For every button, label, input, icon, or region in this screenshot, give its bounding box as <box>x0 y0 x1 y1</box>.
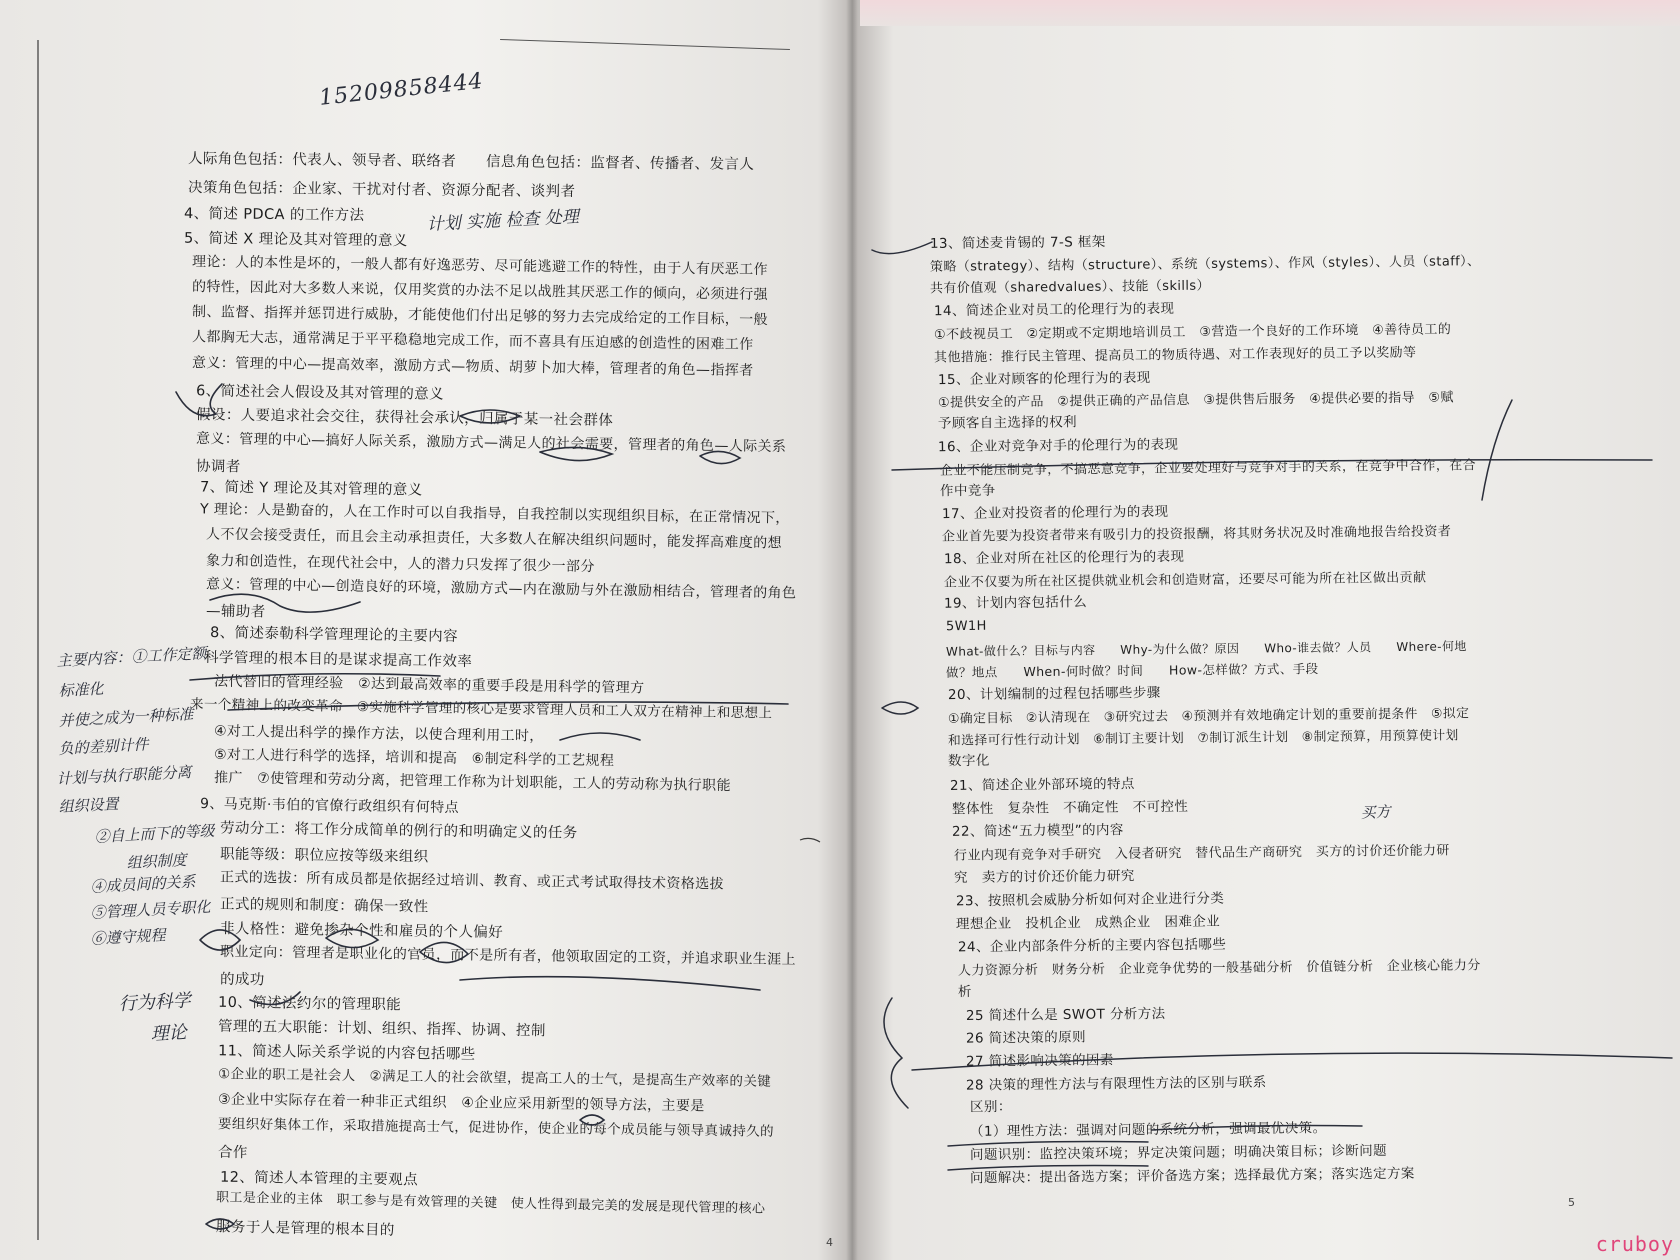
section-heading: 8、简述泰勒科学管理理论的主要内容 <box>209 625 459 645</box>
handwritten-note: 计划与执行职能分离 <box>56 762 192 788</box>
text-line: 管理的五大职能：计划、组织、指挥、协调、控制 <box>217 1018 546 1040</box>
text-line: 行业内现有竞争对手研究 入侵者研究 替代品生产商研究 买方的讨价还价能力研 <box>953 843 1450 864</box>
text-line: 和选择可行性行动计划 ⑥制订主要计划 ⑦制订派生计划 ⑧制定预算，用预算使计划 <box>947 728 1459 749</box>
text-line: 正式的选拔：所有成员都是依据经过培训、教育、或正式考试取得技术资格选拔 <box>219 869 725 893</box>
handwritten-note: 组织设置 <box>58 794 119 816</box>
text-line: 职业定向：管理者是职业化的官员，而不是所有者，他领取固定的工资，并追求职业生涯上 <box>219 943 797 969</box>
section-heading: 12、简述人本管理的主要观点 <box>219 1169 419 1189</box>
text-line: 企业首先要为投资者带来有吸引力的投资报酬，将其财务状况及时准确地报告给投资者 <box>941 524 1452 545</box>
text-line: ④对工人提出科学的操作方法，以使合理利用工时， <box>213 723 544 745</box>
watermark: cruboy <box>1595 1232 1674 1256</box>
handwritten-note: ⑤管理人员专职化 <box>90 897 211 922</box>
text-line: 问题识别：监控决策环境；界定决策问题；明确决策目标；诊断问题 <box>969 1142 1388 1164</box>
section-heading: 6、简述社会人假设及其对管理的意义 <box>195 383 445 403</box>
text-line: 理想企业 投机企业 成熟企业 困难企业 <box>955 913 1221 933</box>
section-heading: 20、计划编制的过程包括哪些步骤 <box>947 684 1161 704</box>
text-line: 人际角色包括：代表人、领导者、联络者 信息角色包括：监督者、传播者、发言人 <box>187 151 755 173</box>
section-heading: 7、简述 Y 理论及其对管理的意义 <box>199 479 423 499</box>
text-line: 非人格性：避免掺杂个性和雇员的个人偏好 <box>219 921 504 941</box>
text-line: 科学管理的根本目的是谋求提高工作效率 <box>203 649 473 671</box>
text-line: 策略（strategy）、结构（structure）、系统（systems）、作风（styles）、人员（staff）、 <box>929 254 1481 275</box>
text-line: —辅助者 <box>205 603 266 621</box>
section-heading: 24、企业内部条件分析的主要内容包括哪些 <box>957 936 1227 956</box>
text-line: ⑤对工人进行科学的选择，培训和提高 ⑥制定科学的工艺规程 <box>213 746 615 770</box>
text-line: ①企业的职工是社会人 ②满足工人的社会欲望，提高工人的士气，是提高生产效率的关键 <box>217 1066 772 1090</box>
section-heading: 11、简述人际关系学说的内容包括哪些 <box>217 1043 476 1063</box>
right-page <box>852 0 1680 1260</box>
text-line: ①不歧视员工 ②定期或不定期地培训员工 ③营造一个良好的工作环境 ④善待员工的 <box>933 322 1452 343</box>
handwritten-note: 主要内容：①工作定额 <box>56 644 207 670</box>
text-line: 职工是企业的主体 职工参与是有效管理的关键 使人性得到最完美的发展是现代管理的核心 <box>215 1190 766 1217</box>
section-heading: 25 简述什么是 SWOT 分析方法 <box>965 1005 1166 1025</box>
text-line: 人力资源分析 财务分析 企业竞争优势的一般基础分析 价值链分析 企业核心能力分 <box>957 958 1481 979</box>
section-heading: 27 简述影响决策的因素 <box>965 1052 1114 1070</box>
section-heading: 19、计划内容包括什么 <box>943 594 1088 612</box>
text-line: 其他措施：推行民主管理、提高员工的物质待遇、对工作表现好的员工予以奖励等 <box>933 345 1417 366</box>
text-line: 意义：管理的中心—创造良好的环境，激励方式—内在激励与外在激励相结合，管理者的角色 <box>205 576 797 602</box>
section-heading: 13、简述麦肯锡的 7-S 框架 <box>929 234 1106 252</box>
text-line: ①提供安全的产品 ②提供正确的产品信息 ③提供售后服务 ④提供必要的指导 ⑤赋 <box>937 390 1454 411</box>
page-number: 5 <box>1568 1196 1575 1209</box>
handwritten-note: 理论 <box>150 1022 188 1045</box>
text-line: 的成功 <box>219 971 265 989</box>
text-line: 企业不仅要为所在社区提供就业机会和创造财富，还要尽可能为所在社区做出贡献 <box>943 570 1427 591</box>
text-line: 法代替旧的管理经验 ②达到最高效率的重要手段是用科学的管理方 <box>213 673 645 697</box>
handwritten-note: 买方 <box>1360 802 1392 822</box>
text-line: 理论：人的本性是坏的，一般人都有好逸恶劳、尽可能逃避工作的特性，由于人有厌恶工作 <box>191 253 769 279</box>
section-heading: 4、简述 PDCA 的工作方法 <box>183 206 365 224</box>
handwritten-note: ⑥遵守规程 <box>90 926 166 948</box>
text-line: 象力和创造性，在现代社会中，人的潜力只发挥了很少一部分 <box>205 552 595 576</box>
handwritten-note: 负的差别计件 <box>58 735 149 758</box>
text-line: 区别： <box>969 1098 1012 1116</box>
text-line: 要组织好集体工作，采取措施提高士气，促进协作，使企业的每个成员能与领导真诚持久的 <box>217 1116 775 1140</box>
section-heading: 26 简述决策的原则 <box>965 1029 1087 1047</box>
handwritten-note: 计划 实施 检查 处理 <box>426 207 580 235</box>
section-heading: 23、按照机会威胁分析如何对企业进行分类 <box>955 890 1225 910</box>
handwritten-note: 组织制度 <box>126 850 187 872</box>
section-heading: 14、简述企业对员工的伦理行为的表现 <box>933 300 1175 320</box>
text-line: 作中竞争 <box>939 482 996 500</box>
text-line: 整体性 复杂性 不确定性 不可控性 <box>951 798 1189 818</box>
text-line: 人不仅会接受责任，而且会主动承担责任，大多数人在解决组织问题时，能发挥高难度的想 <box>205 526 783 552</box>
book-spine-fold <box>846 0 858 1260</box>
text-line: 制、监督、指挥并惩罚进行威胁，才能使他们付出足够的努力去完成给定的工作目标，一般 <box>191 303 769 329</box>
text-line: 劳动分工：将工作分成简单的例行的和明确定义的任务 <box>219 820 578 842</box>
text-line: 合作 <box>217 1144 248 1162</box>
pink-fabric-edge <box>860 0 1680 26</box>
section-heading: 15、企业对顾客的伦理行为的表现 <box>937 369 1151 389</box>
handwritten-note: 行为科学 <box>118 990 192 1015</box>
page-number: 4 <box>826 1236 833 1249</box>
section-heading: 5、简述 X 理论及其对管理的意义 <box>183 230 408 250</box>
section-heading: 10、简述法约尔的管理职能 <box>217 994 402 1014</box>
text-line: 人都胸无大志，通常满足于平平稳稳地完成工作，而不喜具有压迫感的创造性的困难工作 <box>191 329 754 353</box>
text-line: 职能等级：职位应按等级来组织 <box>219 846 429 866</box>
handwritten-note: ④成员间的关系 <box>90 872 196 896</box>
text-line: 做？地点 When-何时做？时间 How-怎样做？方式、手段 <box>945 661 1319 680</box>
page-top-rule <box>500 39 790 50</box>
text-line: 问题解决：提出备选方案；评价备选方案；选择最优方案；落实选定方案 <box>969 1165 1415 1187</box>
section-heading: 18、企业对所在社区的伦理行为的表现 <box>943 548 1185 568</box>
section-heading: 9、马克斯·韦伯的官僚行政组织有何特点 <box>199 795 460 817</box>
text-line: Y 理论：人是勤奋的，人在工作时可以自我指导，自我控制以实现组织目标，在正常情况下， <box>199 501 790 527</box>
text-line: 推广 ⑦使管理和劳动分离，把管理工作称为计划职能，工人的劳动称为执行职能 <box>213 769 732 795</box>
section-heading: 22、简述“五力模型”的内容 <box>951 822 1124 840</box>
text-line: ①确定目标 ②认清现在 ③研究过去 ④预测并有效地确定计划的重要前提条件 ⑤拟定 <box>947 706 1470 727</box>
section-heading: 16、企业对竞争对手的伦理行为的表现 <box>937 436 1179 456</box>
text-line: 服务于人是管理的根本目的 <box>215 1219 395 1239</box>
text-line: What-做什么？目标与内容 Why-为什么做？原因 Who-谁去做？人员 Where-何地 <box>945 639 1467 659</box>
section-heading: 17、企业对投资者的伦理行为的表现 <box>941 503 1169 523</box>
handwritten-phone-number: 15209858444 <box>318 68 485 111</box>
text-line: 5W1H <box>945 618 987 635</box>
section-heading: 21、简述企业外部环境的特点 <box>949 776 1135 794</box>
text-line: 来一个精神上的改变革命 ③实施科学管理的核心是要求管理人员和工人双方在精神上和思想上 <box>189 696 773 722</box>
text-line: 意义：管理的中心—提高效率，激励方式—物质、胡萝卜加大棒，管理者的角色—指挥者 <box>191 355 754 379</box>
text-line: 正式的规则和制度：确保一致性 <box>219 896 429 916</box>
text-line: 共有价值观（sharedvalues）、技能（skills） <box>929 278 1211 297</box>
text-line: ③企业中实际存在着一种非正式组织 ④企业应采用新型的领导方法，主要是 <box>217 1091 705 1115</box>
text-line: 假设：人要追求社会交往，获得社会承认，归属于某一社会群体 <box>195 407 614 429</box>
text-line: 协调者 <box>195 458 241 476</box>
text-line: 予顾客自主选择的权利 <box>937 414 1078 432</box>
handwritten-note: 并使之成为一种标准 <box>58 704 194 730</box>
text-line: 数字化 <box>947 752 990 770</box>
text-line: 企业不能压制竞争，不搞恶意竞争，企业要处理好与竞争对手的关系，在竞争中合作，在合 <box>939 458 1477 479</box>
text-line: 决策角色包括：企业家、干扰对付者、资源分配者、谈判者 <box>187 179 576 201</box>
text-line: 意义：管理的中心—搞好人际关系，激励方式—满足人的社会需要，管理者的角色—人际关系 <box>195 430 787 456</box>
text-line: 的特性，因此对大多数人来说，仅用奖赏的办法不足以战胜其厌恶工作的倾向，必须进行强 <box>191 278 769 304</box>
text-line: 究 卖方的讨价还价能力研究 <box>953 868 1135 886</box>
section-heading: 28 决策的理性方法与有限理性方法的区别与联系 <box>965 1074 1267 1094</box>
handwritten-note: ②自上而下的等级 <box>94 821 215 846</box>
text-line: 析 <box>957 983 972 1001</box>
handwritten-note: 标准化 <box>58 679 105 700</box>
text-line: （1）理性方法：强调对问题的系统分析，强调最优决策。 <box>969 1120 1327 1140</box>
